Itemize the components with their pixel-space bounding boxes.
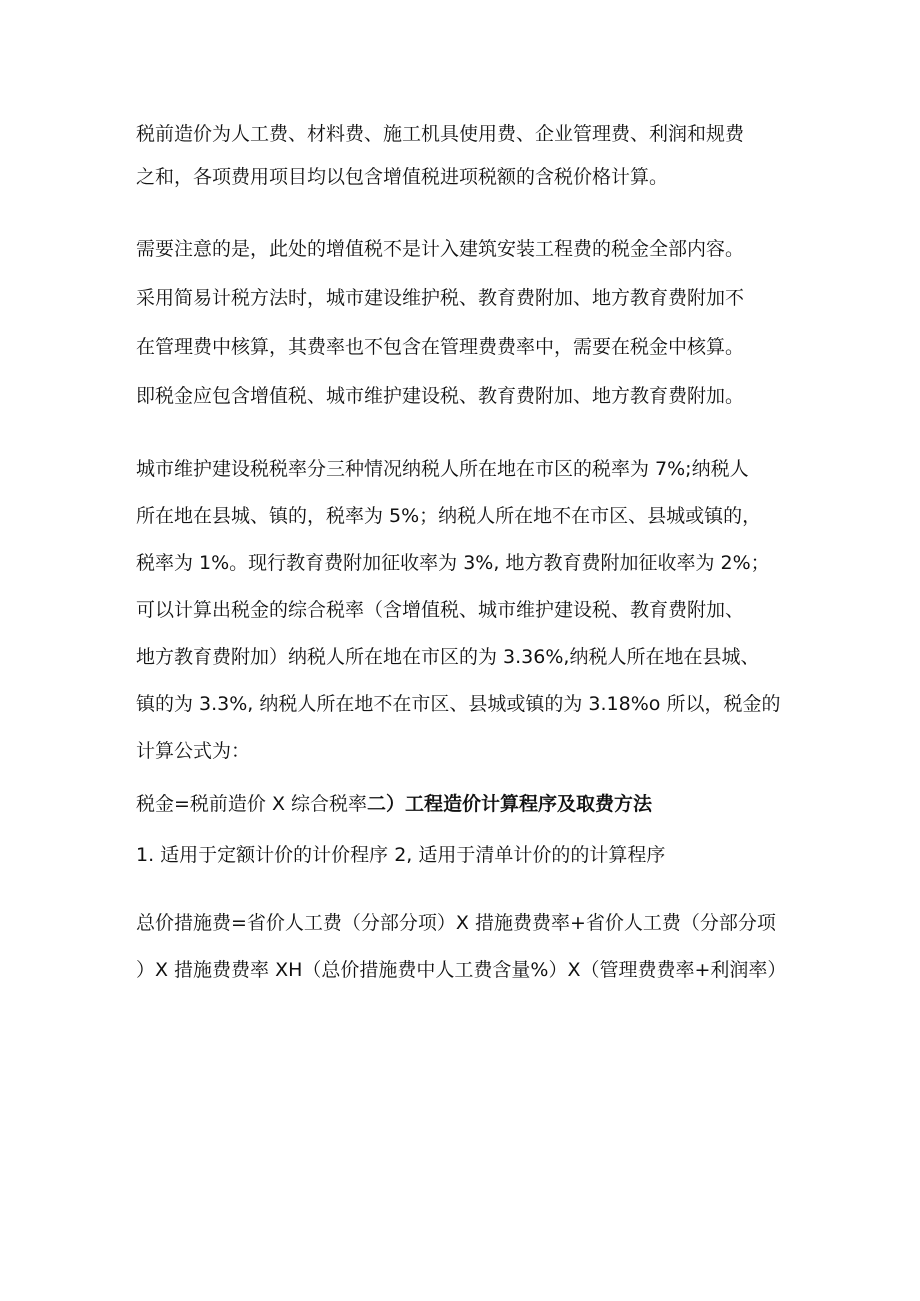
- formula-line: [136, 786, 916, 822]
- paragraph-3-line-1: 城市维护建设税税率分三种情况纳税人所在地在市区的税率为 7%;纳税人: [136, 458, 749, 480]
- tax-formula: 税金=税前造价 X 综合税率: [136, 793, 368, 815]
- paragraph-3-line-2: 所在地在县城、镇的，税率为 5%；纳税人所在地不在市区、县城或镇的，: [136, 505, 762, 527]
- paragraph-3-line-3: 税率为 1%。现行教育费附加征收率为 3%, 地方教育费附加征收率为 2%；: [136, 552, 770, 574]
- procedure-line: 1. 适用于定额计价的计价程序 2, 适用于清单计价的的计算程序: [136, 844, 666, 866]
- paragraph-4-line-1: 总价措施费=省价人工费（分部分项）X 措施费费率+省价人工费（分部分项: [136, 912, 776, 934]
- paragraph-3-line-7: 计算公式为：: [136, 740, 251, 762]
- paragraph-4-line-2: ）X 措施费费率 XH（总价措施费中人工费含量%）X（管理费费率+利润率）: [136, 959, 787, 981]
- paragraph-1-line-2: 之和，各项费用项目均以包含增值税进项税额的含税价格计算。: [136, 166, 669, 188]
- paragraph-2-line-3: 在管理费中核算，其费率也不包含在管理费费率中，需要在税金中核算。: [136, 336, 745, 358]
- paragraph-2-line-2: 采用简易计税方法时，城市建设维护税、教育费附加、地方教育费附加不: [136, 287, 745, 309]
- paragraph-2-line-1: 需要注意的是，此处的增值税不是计入建筑安装工程费的税金全部内容。: [136, 238, 745, 260]
- paragraph-3-line-5: 地方教育费附加）纳税人所在地在市区的为 3.36%,纳税人所在地在县城、: [136, 646, 760, 668]
- paragraph-1-line-1: 税前造价为人工费、材料费、施工机具使用费、企业管理费、利润和规费: [136, 123, 745, 145]
- section-heading: 二）工程造价计算程序及取费方法: [367, 793, 653, 815]
- paragraph-3-line-4: 可以计算出税金的综合税率（含增值税、城市维护建设税、教育费附加、: [136, 599, 745, 621]
- paragraph-3-line-6: 镇的为 3.3%, 纳税人所在地不在市区、县城或镇的为 3.18%o 所以，税金的: [136, 693, 781, 715]
- paragraph-2-line-4: 即税金应包含增值税、城市维护建设税、教育费附加、地方教育费附加。: [136, 385, 745, 407]
